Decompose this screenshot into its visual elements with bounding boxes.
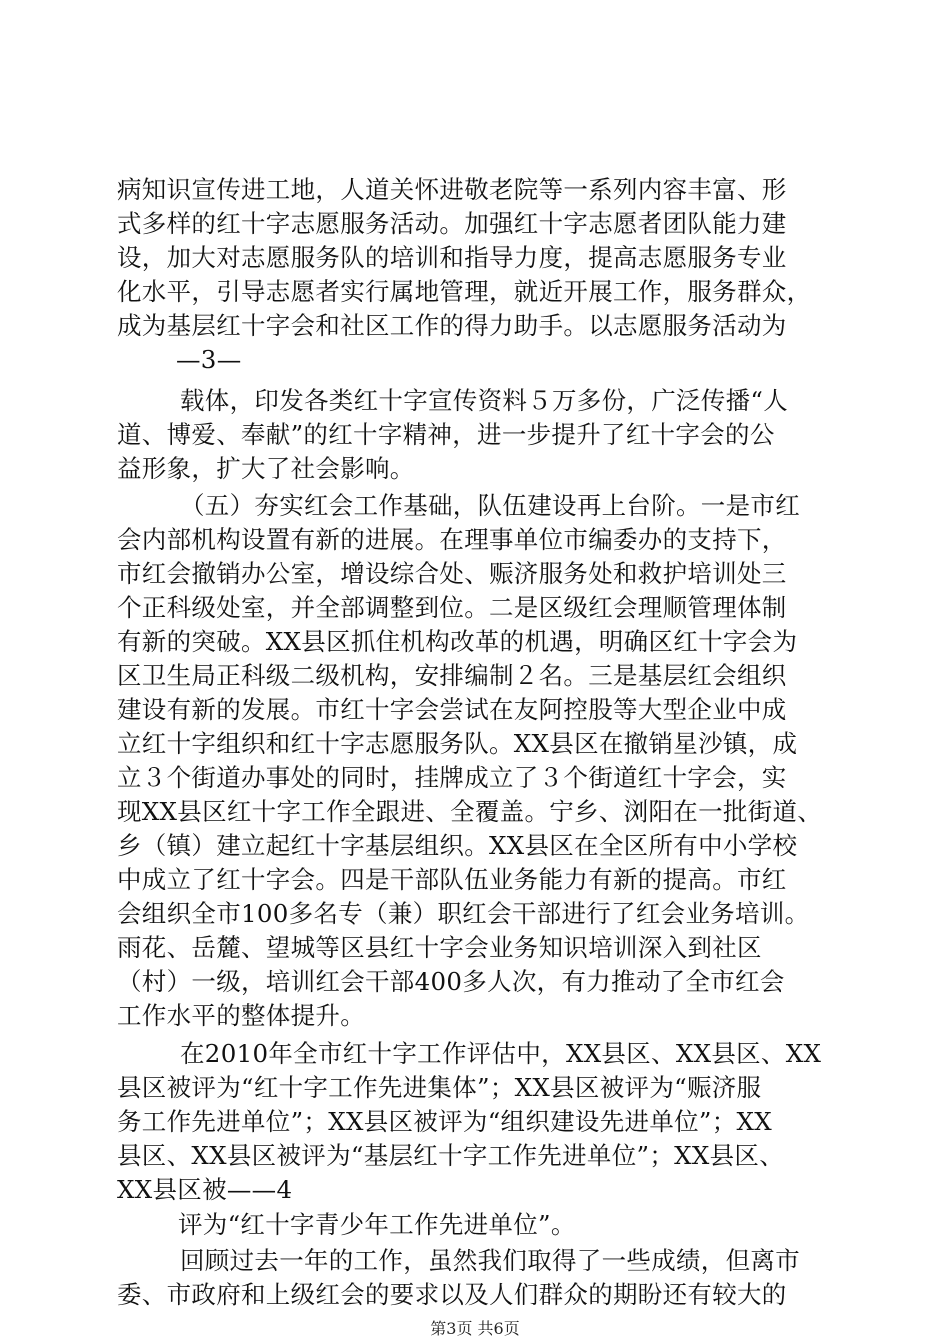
text-line: 会内部机构设置有新的进展。在理事单位市编委办的支持下， [117,525,787,554]
text-line: 益形象，扩大了社会影响。 [117,454,415,483]
text-line: 回顾过去一年的工作，虽然我们取得了一些成绩，但离市 [180,1246,800,1275]
text-line: 县区被评为“红十字工作先进集体”；XX县区被评为“赈济服 [117,1073,762,1102]
text-line: 务工作先进单位”；XX县区被评为“组织建设先进单位”；XX [117,1107,773,1136]
text-line: 评为“红十字青少年工作先进单位”。 [178,1210,576,1239]
text-line: 乡（镇）建立起红十字基层组织。XX县区在全区所有中小学校 [117,831,798,860]
text-line: 现XX县区红十字工作全跟进、全覆盖。宁乡、浏阳在一批街道、 [117,797,823,826]
text-line: 立红十字组织和红十字志愿服务队。XX县区在撤销星沙镇，成 [117,729,798,758]
text-line: 雨花、岳麓、望城等区县红十字会业务知识培训深入到社区 [117,933,762,962]
text-line: （五）夯实红会工作基础，队伍建设再上台阶。一是市红 [180,491,800,520]
text-line: 病知识宣传进工地，人道关怀进敬老院等一系列内容丰富、形 [117,175,787,204]
text-line: 设，加大对志愿服务队的培训和指导力度，提高志愿服务专业 [117,243,787,272]
text-line: 委、市政府和上级红会的要求以及人们群众的期盼还有较大的 [117,1280,787,1309]
text-line: 成为基层红十字会和社区工作的得力助手。以志愿服务活动为 [117,311,787,340]
text-line: 道、博爱、奉献”的红十字精神，进一步提升了红十字会的公 [117,420,775,449]
text-line: 有新的突破。XX县区抓住机构改革的机遇，明确区红十字会为 [117,627,798,656]
text-line: XX县区被——4 [117,1175,293,1204]
text-line: 建设有新的发展。市红十字会尝试在友阿控股等大型企业中成 [117,695,787,724]
text-line: 式多样的红十字志愿服务活动。加强红十字志愿者团队能力建 [117,209,787,238]
text-line: 化水平，引导志愿者实行属地管理，就近开展工作，服务群众， [117,277,812,306]
text-line: 区卫生局正科级二级机构，安排编制２名。三是基层红会组织 [117,661,787,690]
page-footer: 第3页 共6页 [430,1319,520,1338]
text-line: 市红会撤销办公室，增设综合处、赈济服务处和救护培训处三 [117,559,787,588]
text-line: （村）一级，培训红会干部400多人次，有力推动了全市红会 [117,967,785,996]
text-line: 个正科级处室，并全部调整到位。二是区级红会理顺管理体制 [117,593,787,622]
text-line: 载体，印发各类红十字宣传资料５万多份，广泛传播“人 [180,386,789,415]
text-line: 中成立了红十字会。四是干部队伍业务能力有新的提高。市红 [117,865,787,894]
text-line: 在2010年全市红十字工作评估中，XX县区、XX县区、XX [180,1039,822,1068]
page-marker: —3— [176,345,242,374]
text-line: 立３个街道办事处的同时，挂牌成立了３个街道红十字会，实 [117,763,787,792]
text-line: 会组织全市100多名专（兼）职红会干部进行了红会业务培训。 [117,899,810,928]
text-line: 县区、XX县区被评为“基层红十字工作先进单位”；XX县区、 [117,1141,785,1170]
text-line: 工作水平的整体提升。 [117,1001,365,1030]
